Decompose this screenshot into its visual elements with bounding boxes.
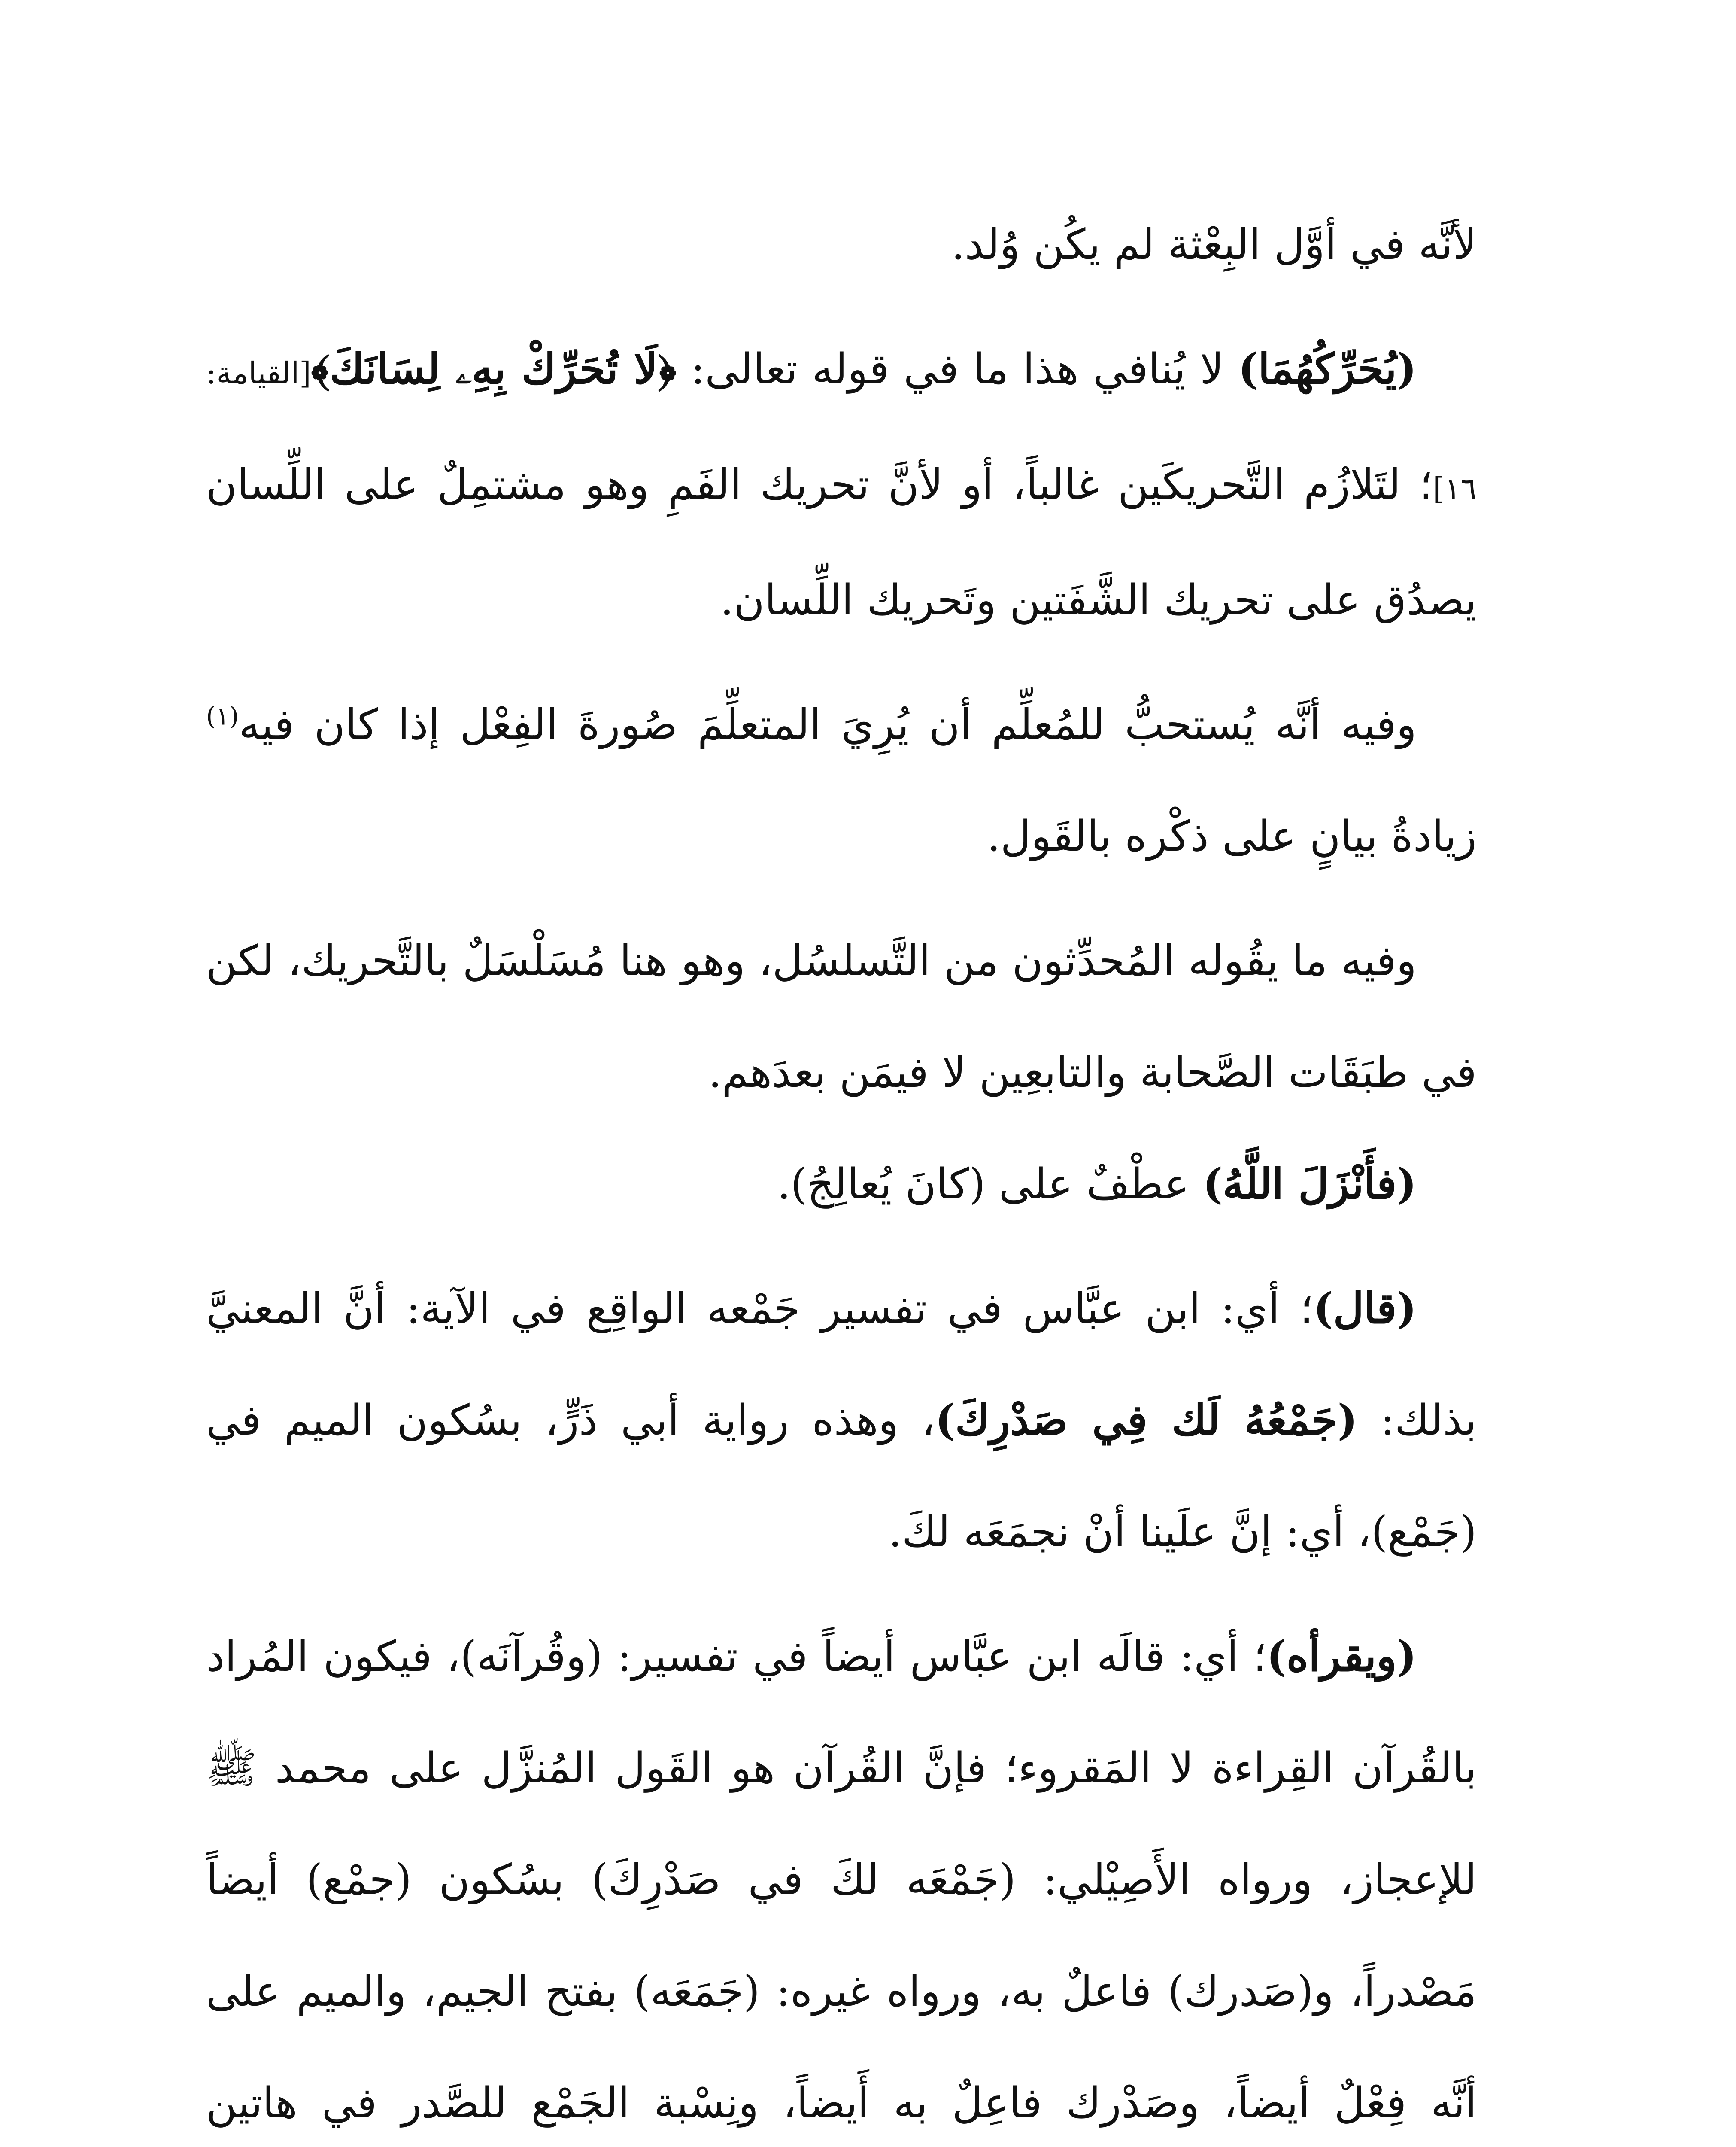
quran-verse: ﴿لَا تُحَرِّكْ بِهِۦ لِسَانَكَ﴾ [311,344,677,394]
paragraph-6 [206,1253,1477,1588]
paragraph-5 [206,1128,1477,1240]
paragraph-4 [206,905,1477,1128]
term-yuharrikuhuma: (يُحَرِّكُهُمَا) [1238,344,1417,394]
paragraph-1-text: لأنَّه في أوَّل البِعْثة لم يكُن وُلد. [951,220,1477,269]
paragraph-6-text-b: ، وهذه رواية أبي ذَرٍّ، بسُكون الميم في (جَمْع)، أي: إنَّ علَينا أنْ نجمَعَه لكَ. [206,1396,1477,1557]
verse-reference: [القيامة: ١٦] [206,356,1477,506]
paragraph-4-text: وفيه ما يقُوله المُحدِّثون من التَّسلسُل، وهو هنا مُسَلْسَلٌ بالتَّحريك، لكن في طبَقَات الصَّحابة والتابعِين لا فيمَن بعدَهم. [206,937,1477,1097]
paragraph-2-text-a: لا يُنافي هذا ما في قوله تعالى: [676,345,1238,394]
paragraph-3-text-b: زيادةُ بيانٍ على ذكْره بالقَول. [987,812,1477,861]
paragraph-1 [206,189,1477,301]
paragraph-3-text-a: وفيه أنَّه يُستحبُّ للمُعلِّم أن يُرِيَ المتعلِّمَ صُورةَ الفِعْل إذا كان فيه [239,700,1417,749]
paragraph-2-text-b: ؛ لتَلازُم التَّحريكَين غالباً، أو لأنَّ تحريك الفَمِ وهو مشتمِلٌ على اللِّسان يصدُق على تحريك الشَّفَتين وتَحريك اللِّسان. [206,460,1477,625]
term-wayaqrauhu: (ويقرأه) [1266,1632,1417,1681]
paragraph-6-text-a: ؛ أي: ابن عبَّاس في تفسير جَمْعه الواقِع في الآية: أنَّ المعنيَّ بذلك: [206,1284,1477,1445]
paragraph-3 [206,669,1477,892]
footnote-marker: (١) [206,701,239,731]
term-qala: (قال) [1313,1284,1417,1333]
paragraph-2 [206,313,1477,656]
term-faanzala: (فأَنْزَلَ اللَّهُ) [1202,1159,1417,1209]
paragraph-5-text: عطْفٌ على (كانَ يُعالِجُ). [777,1160,1203,1209]
main-text [206,189,1477,2147]
quote-jamuhu: (جَمْعُهُ لَك فِي صَدْرِكَ) [935,1396,1358,1445]
paragraph-7 [206,1601,1477,2147]
paragraph-7-text: ؛ أي: قالَه ابن عبَّاس أيضاً في تفسير: (وقُرآنَه)، فيكون المُراد بالقُرآن القِراءة لا المَقروء؛ فإنَّ القُرآن هو القَول المُنزَّل على محمد ﷺ للإعجاز، ورواه الأَصِيْلي: (جَمْعَه لكَ في صَدْرِكَ) بسُكون (جمْع) أيضاً مَصْدراً، و(صَدرك) فاعلٌ به، ورواه غيره: (جَمَعَه) بفتح الجيم، والميم على أنَّه فِعْلٌ أيضاً، وصَدْرك فاعِلٌ به أَيضاً، ونِسْبة الجَمْع للصَّدر في هاتين [206,1632,1477,2128]
